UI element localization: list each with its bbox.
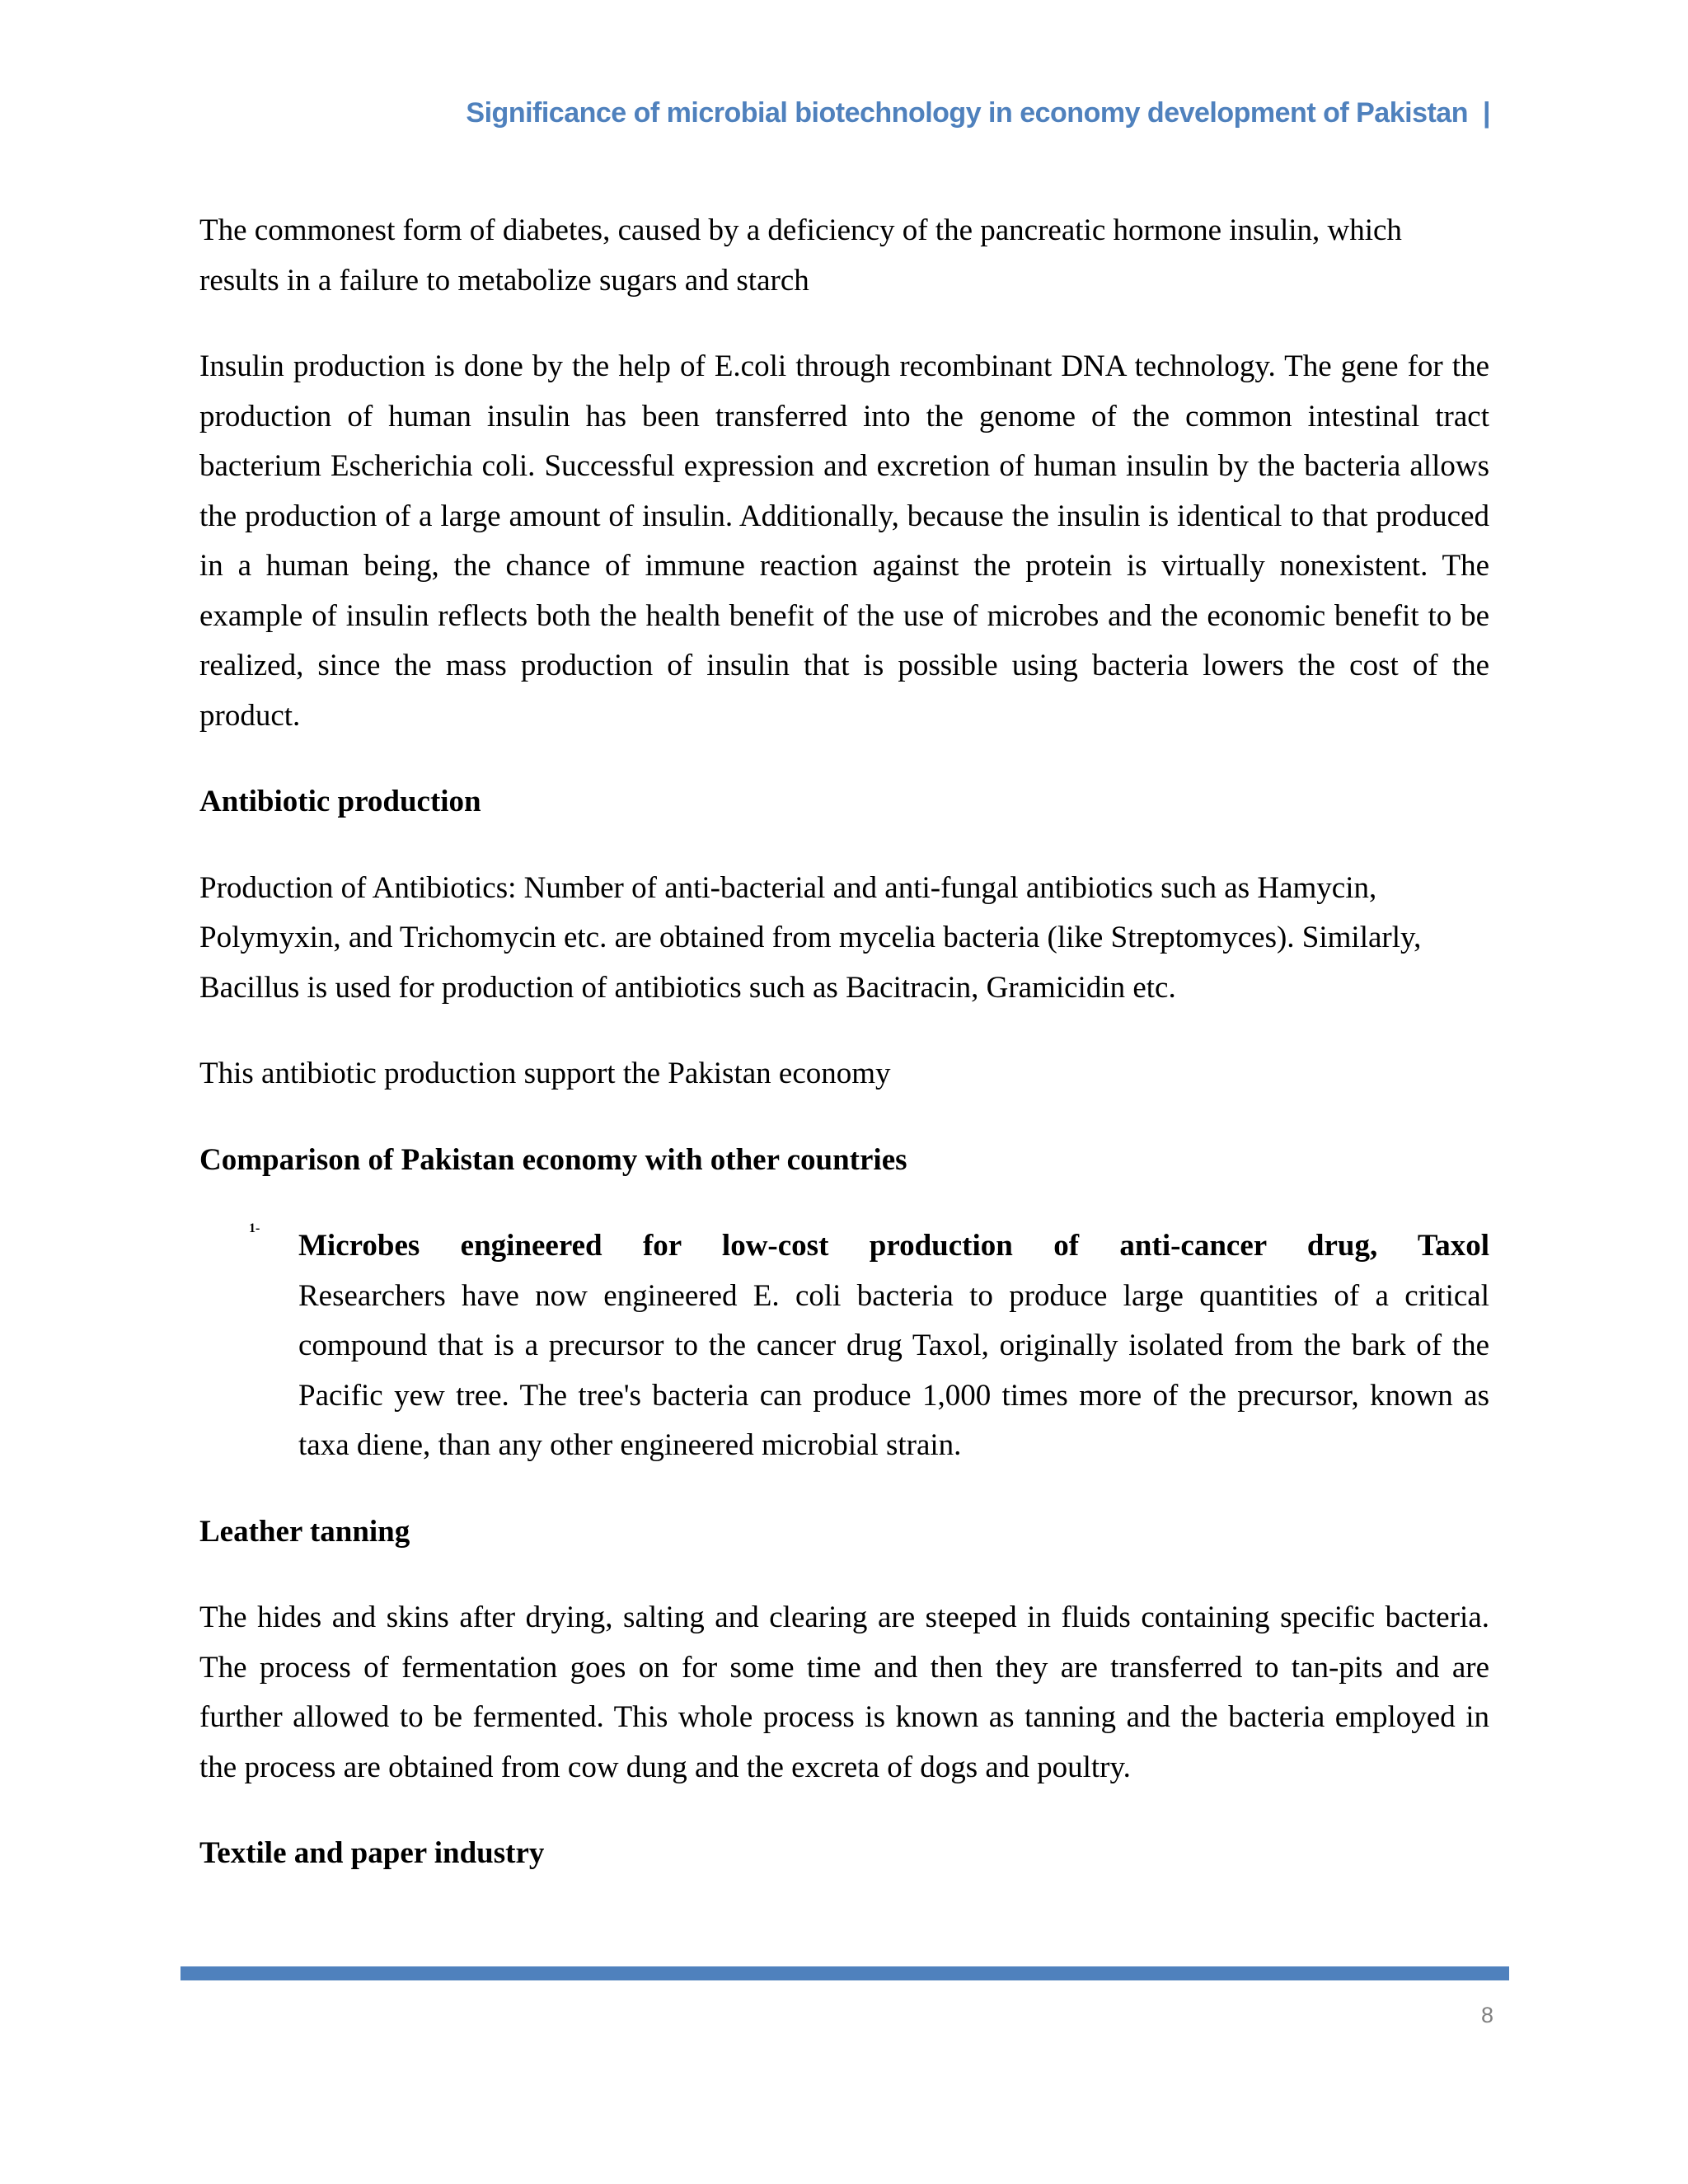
list-item-title: Microbes engineered for low-cost production of anti-cancer drug, Taxol xyxy=(298,1229,1489,1263)
antibiotic-paragraph: Production of Antibiotics: Number of anti-bacterial and anti-fungal antibiotics such as Hamycin, Polymyxin, and Trichomycin etc. are obtained from mycelia bacteria (like Streptomyces). Similarly, Bacillus is used for production of antibiotics such as Bacitracin, Gramicidin etc. xyxy=(199,870,1422,1005)
leather-heading: Leather tanning xyxy=(199,1514,410,1549)
insulin-paragraph: Insulin production is done by the help of E.coli through recombinant DNA technology. The gene for the production of human insulin has been transferred into the genome of the common intestinal tract bacterium Escherichia coli. Successful expression and excretion of human insulin by the bacteria allows the production of a large amount of insulin. Additionally, because the insulin is identical to that produced in a human being, the chance of immune reaction against the protein is virtually nonexistent. The example of insulin reflects both the health benefit of the use of microbes and the economic benefit to be realized, since the mass production of insulin that is possible using bacteria lowers the cost of the product. xyxy=(199,349,1489,733)
running-header-title: Significance of microbial biotechnology in economy development of Pakistan xyxy=(466,97,1468,129)
antibiotic-economy-sentence: This antibiotic production support the Pakistan economy xyxy=(199,1057,891,1090)
page-content xyxy=(199,206,1489,1879)
running-header-separator: | xyxy=(1482,97,1490,129)
comparison-heading: Comparison of Pakistan economy with other countries xyxy=(199,1142,907,1177)
list-item-text: Researchers have now engineered E. coli bacteria to produce large quantities of a critical compound that is a precursor to the cancer drug Taxol, originally isolated from the bark of the Pacific yew tree. The tree's bacteria can produce 1,000 times more of the precursor, known as taxa diene, than any other engineered microbial strain. xyxy=(298,1278,1489,1462)
footer-rule xyxy=(181,1966,1509,1980)
list-item-number: 1- xyxy=(249,1221,260,1235)
list-item-body xyxy=(298,1221,1489,1471)
running-header xyxy=(466,97,1490,129)
list-item xyxy=(249,1221,1489,1471)
diabetes-definition: The commonest form of diabetes, caused by a deficiency of the pancreatic hormone insulin, which results in a failure to metabolize sugars and starch xyxy=(199,213,1402,298)
page-number: 8 xyxy=(1480,2003,1493,2027)
leather-paragraph: The hides and skins after drying, salting and clearing are steeped in fluids containing specific bacteria. The process of fermentation goes on for some time and then they are transferred to tan-pits and are further allowed to be fermented. This whole process is known as tanning and the bacteria employed in the process are obtained from cow dung and the excreta of dogs and poultry. xyxy=(199,1601,1489,1784)
textile-heading: Textile and paper industry xyxy=(199,1836,545,1870)
antibiotic-heading: Antibiotic production xyxy=(199,785,481,818)
